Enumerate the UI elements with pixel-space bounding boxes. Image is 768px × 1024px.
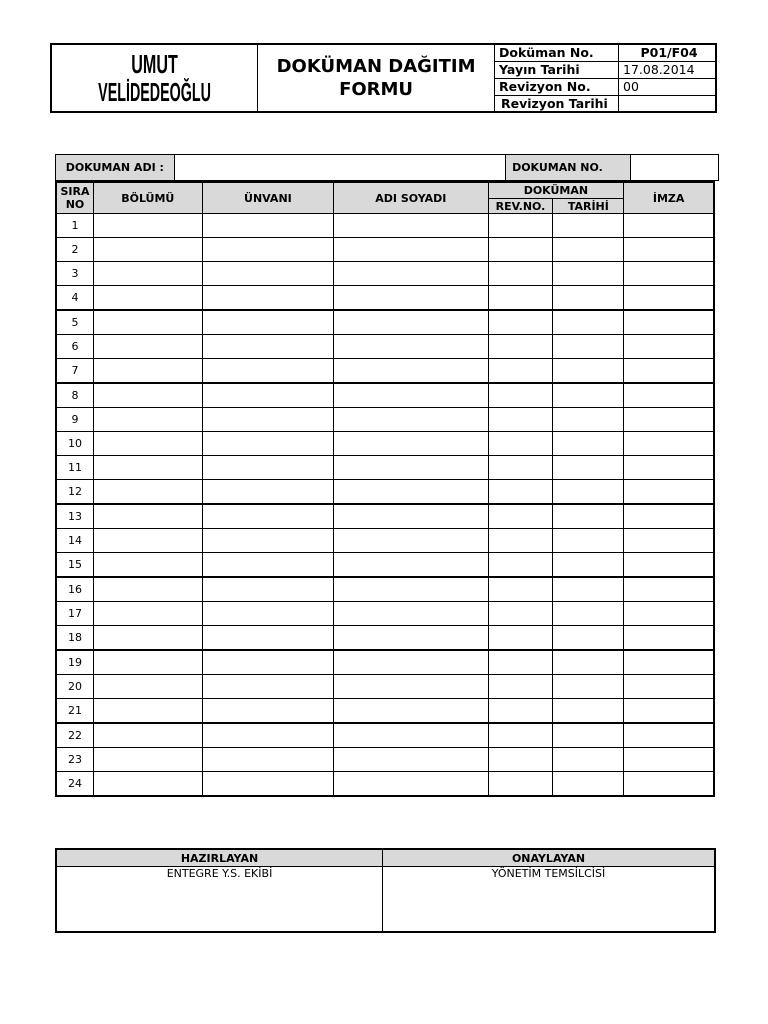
doc-name-field[interactable] <box>174 155 505 181</box>
bolumu-cell[interactable] <box>93 335 202 359</box>
table-row <box>56 238 714 262</box>
tarihi-cell[interactable] <box>553 748 624 772</box>
rev-no-cell[interactable] <box>488 529 553 553</box>
table-row <box>56 286 714 311</box>
imza-cell[interactable] <box>624 723 714 748</box>
row-number: 23 <box>56 748 93 772</box>
imza-cell[interactable] <box>624 529 714 553</box>
table-row <box>56 335 714 359</box>
table-row <box>56 699 714 724</box>
approved-by-header: ONAYLAYAN <box>383 849 716 867</box>
unvani-cell[interactable] <box>202 335 334 359</box>
bolumu-cell[interactable] <box>93 699 202 724</box>
rev-no-cell[interactable] <box>488 262 553 286</box>
table-row <box>56 456 714 480</box>
bolumu-cell[interactable] <box>93 286 202 311</box>
rev-no-cell[interactable] <box>488 748 553 772</box>
tarihi-cell[interactable] <box>553 675 624 699</box>
adi-soyadi-cell[interactable] <box>334 456 488 480</box>
unvani-cell[interactable] <box>202 650 334 675</box>
bolumu-cell[interactable] <box>93 675 202 699</box>
bolumu-cell[interactable] <box>93 602 202 626</box>
adi-soyadi-cell[interactable] <box>334 723 488 748</box>
unvani-cell[interactable] <box>202 286 334 311</box>
unvani-cell[interactable] <box>202 262 334 286</box>
unvani-cell[interactable] <box>202 553 334 578</box>
row-number: 10 <box>56 432 93 456</box>
table-row <box>56 214 714 238</box>
rev-no-cell[interactable] <box>488 553 553 578</box>
table-row <box>56 383 714 408</box>
tarihi-cell[interactable] <box>553 723 624 748</box>
unvani-cell[interactable] <box>202 504 334 529</box>
tarihi-cell[interactable] <box>553 504 624 529</box>
table-row <box>56 772 714 797</box>
unvani-cell[interactable] <box>202 602 334 626</box>
bolumu-cell[interactable] <box>93 408 202 432</box>
tarihi-cell[interactable] <box>553 529 624 553</box>
imza-cell[interactable] <box>624 699 714 724</box>
document-info-row <box>55 154 719 181</box>
row-number: 8 <box>56 383 93 408</box>
prepared-by-value: ENTEGRE Y.S. EKİBİ <box>56 867 383 933</box>
unvani-cell[interactable] <box>202 529 334 553</box>
rev-no-cell[interactable] <box>488 214 553 238</box>
bolumu-cell[interactable] <box>93 262 202 286</box>
bolumu-cell[interactable] <box>93 480 202 505</box>
rev-no-cell[interactable] <box>488 675 553 699</box>
unvani-cell[interactable] <box>202 626 334 651</box>
tarihi-cell[interactable] <box>553 602 624 626</box>
col-tarihi-header: TARİHİ <box>553 199 624 214</box>
imza-cell[interactable] <box>624 626 714 651</box>
table-row <box>56 262 714 286</box>
row-number: 1 <box>56 214 93 238</box>
adi-soyadi-cell[interactable] <box>334 286 488 311</box>
tarihi-cell[interactable] <box>553 650 624 675</box>
tarihi-cell[interactable] <box>553 553 624 578</box>
col-imza-header: İMZA <box>624 182 714 214</box>
adi-soyadi-cell[interactable] <box>334 432 488 456</box>
logo-line-1: UMUT <box>131 49 178 79</box>
col-bolumu-header: BÖLÜMÜ <box>93 182 202 214</box>
bolumu-cell[interactable] <box>93 577 202 602</box>
tarihi-cell[interactable] <box>553 310 624 335</box>
rev-no-cell[interactable] <box>488 699 553 724</box>
imza-cell[interactable] <box>624 602 714 626</box>
row-number: 9 <box>56 408 93 432</box>
col-sira-header: SIRA NO <box>56 182 93 214</box>
table-row <box>56 504 714 529</box>
unvani-cell[interactable] <box>202 577 334 602</box>
bolumu-cell[interactable] <box>93 359 202 384</box>
approval-footer <box>55 848 716 933</box>
imza-cell[interactable] <box>624 675 714 699</box>
rev-no-cell[interactable] <box>488 480 553 505</box>
rev-no-cell[interactable] <box>488 310 553 335</box>
table-row <box>56 577 714 602</box>
rev-no-cell[interactable] <box>488 723 553 748</box>
doc-no-label: DOKUMAN NO. <box>506 155 631 181</box>
rev-no-cell[interactable] <box>488 650 553 675</box>
rev-no-cell[interactable] <box>488 335 553 359</box>
unvani-cell[interactable] <box>202 675 334 699</box>
approved-by-value: YÖNETİM TEMSİLCİSİ <box>383 867 716 933</box>
adi-soyadi-cell[interactable] <box>334 626 488 651</box>
unvani-cell[interactable] <box>202 723 334 748</box>
row-number: 6 <box>56 335 93 359</box>
row-number: 19 <box>56 650 93 675</box>
unvani-cell[interactable] <box>202 238 334 262</box>
table-row <box>56 359 714 384</box>
row-number: 20 <box>56 675 93 699</box>
table-row <box>56 650 714 675</box>
bolumu-cell[interactable] <box>93 456 202 480</box>
imza-cell[interactable] <box>624 310 714 335</box>
unvani-cell[interactable] <box>202 408 334 432</box>
bolumu-cell[interactable] <box>93 504 202 529</box>
meta-value: 00 <box>619 78 717 95</box>
imza-cell[interactable] <box>624 383 714 408</box>
rev-no-cell[interactable] <box>488 456 553 480</box>
imza-cell[interactable] <box>624 432 714 456</box>
rev-no-cell[interactable] <box>488 359 553 384</box>
rev-no-cell[interactable] <box>488 504 553 529</box>
unvani-cell[interactable] <box>202 748 334 772</box>
row-number: 15 <box>56 553 93 578</box>
row-number: 18 <box>56 626 93 651</box>
imza-cell[interactable] <box>624 504 714 529</box>
adi-soyadi-cell[interactable] <box>334 480 488 505</box>
unvani-cell[interactable] <box>202 310 334 335</box>
adi-soyadi-cell[interactable] <box>334 383 488 408</box>
imza-cell[interactable] <box>624 214 714 238</box>
adi-soyadi-cell[interactable] <box>334 504 488 529</box>
imza-cell[interactable] <box>624 456 714 480</box>
meta-label: Revizyon No. <box>495 78 619 95</box>
row-number: 16 <box>56 577 93 602</box>
table-row <box>56 553 714 578</box>
meta-value <box>619 95 717 112</box>
distribution-table <box>55 181 715 797</box>
logo-line-2: VELİDEDEOĞLU <box>98 77 211 107</box>
row-number: 24 <box>56 772 93 797</box>
imza-cell[interactable] <box>624 577 714 602</box>
meta-value: 17.08.2014 <box>619 61 717 78</box>
bolumu-cell[interactable] <box>93 748 202 772</box>
row-number: 21 <box>56 699 93 724</box>
imza-cell[interactable] <box>624 748 714 772</box>
table-row <box>56 408 714 432</box>
adi-soyadi-cell[interactable] <box>334 772 488 797</box>
unvani-cell[interactable] <box>202 359 334 384</box>
rev-no-cell[interactable] <box>488 772 553 797</box>
row-number: 7 <box>56 359 93 384</box>
bolumu-cell[interactable] <box>93 650 202 675</box>
adi-soyadi-cell[interactable] <box>334 214 488 238</box>
unvani-cell[interactable] <box>202 456 334 480</box>
rev-no-cell[interactable] <box>488 383 553 408</box>
adi-soyadi-cell[interactable] <box>334 748 488 772</box>
table-row <box>56 675 714 699</box>
bolumu-cell[interactable] <box>93 723 202 748</box>
tarihi-cell[interactable] <box>553 432 624 456</box>
tarihi-cell[interactable] <box>553 626 624 651</box>
tarihi-cell[interactable] <box>553 772 624 797</box>
meta-value: P01/F04 <box>619 44 717 61</box>
row-number: 11 <box>56 456 93 480</box>
doc-name-label: DOKUMAN ADI : <box>56 155 175 181</box>
row-number: 5 <box>56 310 93 335</box>
tarihi-cell[interactable] <box>553 577 624 602</box>
bolumu-cell[interactable] <box>93 529 202 553</box>
bolumu-cell[interactable] <box>93 238 202 262</box>
adi-soyadi-cell[interactable] <box>334 602 488 626</box>
col-dokuman-header: DOKÜMAN <box>488 182 624 199</box>
imza-cell[interactable] <box>624 650 714 675</box>
unvani-cell[interactable] <box>202 480 334 505</box>
adi-soyadi-cell[interactable] <box>334 335 488 359</box>
unvani-cell[interactable] <box>202 699 334 724</box>
imza-cell[interactable] <box>624 286 714 311</box>
imza-cell[interactable] <box>624 553 714 578</box>
imza-cell[interactable] <box>624 772 714 797</box>
unvani-cell[interactable] <box>202 432 334 456</box>
adi-soyadi-cell[interactable] <box>334 675 488 699</box>
rev-no-cell[interactable] <box>488 602 553 626</box>
row-number: 2 <box>56 238 93 262</box>
imza-cell[interactable] <box>624 238 714 262</box>
table-row <box>56 723 714 748</box>
table-row <box>56 480 714 505</box>
adi-soyadi-cell[interactable] <box>334 650 488 675</box>
tarihi-cell[interactable] <box>553 408 624 432</box>
tarihi-cell[interactable] <box>553 699 624 724</box>
meta-label: Revizyon Tarihi <box>495 95 619 112</box>
adi-soyadi-cell[interactable] <box>334 359 488 384</box>
adi-soyadi-cell[interactable] <box>334 238 488 262</box>
table-row <box>56 748 714 772</box>
imza-cell[interactable] <box>624 262 714 286</box>
unvani-cell[interactable] <box>202 214 334 238</box>
table-row <box>56 602 714 626</box>
rev-no-cell[interactable] <box>488 577 553 602</box>
row-number: 22 <box>56 723 93 748</box>
col-unvani-header: ÜNVANI <box>202 182 334 214</box>
prepared-by-header: HAZIRLAYAN <box>56 849 383 867</box>
adi-soyadi-cell[interactable] <box>334 529 488 553</box>
bolumu-cell[interactable] <box>93 626 202 651</box>
tarihi-cell[interactable] <box>553 383 624 408</box>
adi-soyadi-cell[interactable] <box>334 408 488 432</box>
table-row <box>56 529 714 553</box>
unvani-cell[interactable] <box>202 383 334 408</box>
row-number: 14 <box>56 529 93 553</box>
meta-label: Doküman No. <box>495 44 619 61</box>
imza-cell[interactable] <box>624 335 714 359</box>
adi-soyadi-cell[interactable] <box>334 577 488 602</box>
bolumu-cell[interactable] <box>93 214 202 238</box>
bolumu-cell[interactable] <box>93 553 202 578</box>
rev-no-cell[interactable] <box>488 238 553 262</box>
tarihi-cell[interactable] <box>553 359 624 384</box>
meta-label: Yayın Tarihi <box>495 61 619 78</box>
doc-no-field[interactable] <box>630 155 718 181</box>
tarihi-cell[interactable] <box>553 262 624 286</box>
rev-no-cell[interactable] <box>488 286 553 311</box>
rev-no-cell[interactable] <box>488 408 553 432</box>
imza-cell[interactable] <box>624 359 714 384</box>
imza-cell[interactable] <box>624 408 714 432</box>
row-number: 13 <box>56 504 93 529</box>
tarihi-cell[interactable] <box>553 238 624 262</box>
tarihi-cell[interactable] <box>553 456 624 480</box>
col-rev-header: REV.NO. <box>488 199 553 214</box>
row-number: 12 <box>56 480 93 505</box>
adi-soyadi-cell[interactable] <box>334 553 488 578</box>
col-adi-header: ADI SOYADI <box>334 182 488 214</box>
adi-soyadi-cell[interactable] <box>334 310 488 335</box>
rev-no-cell[interactable] <box>488 432 553 456</box>
bolumu-cell[interactable] <box>93 310 202 335</box>
bolumu-cell[interactable] <box>93 772 202 797</box>
table-row <box>56 432 714 456</box>
company-logo <box>51 44 258 112</box>
tarihi-cell[interactable] <box>553 214 624 238</box>
row-number: 3 <box>56 262 93 286</box>
tarihi-cell[interactable] <box>553 480 624 505</box>
table-row <box>56 626 714 651</box>
bolumu-cell[interactable] <box>93 432 202 456</box>
unvani-cell[interactable] <box>202 772 334 797</box>
bolumu-cell[interactable] <box>93 383 202 408</box>
imza-cell[interactable] <box>624 480 714 505</box>
form-title: DOKÜMAN DAĞITIM FORMU <box>258 44 495 112</box>
form-header <box>50 43 717 113</box>
tarihi-cell[interactable] <box>553 286 624 311</box>
tarihi-cell[interactable] <box>553 335 624 359</box>
row-number: 4 <box>56 286 93 311</box>
adi-soyadi-cell[interactable] <box>334 262 488 286</box>
row-number: 17 <box>56 602 93 626</box>
table-row <box>56 310 714 335</box>
adi-soyadi-cell[interactable] <box>334 699 488 724</box>
rev-no-cell[interactable] <box>488 626 553 651</box>
